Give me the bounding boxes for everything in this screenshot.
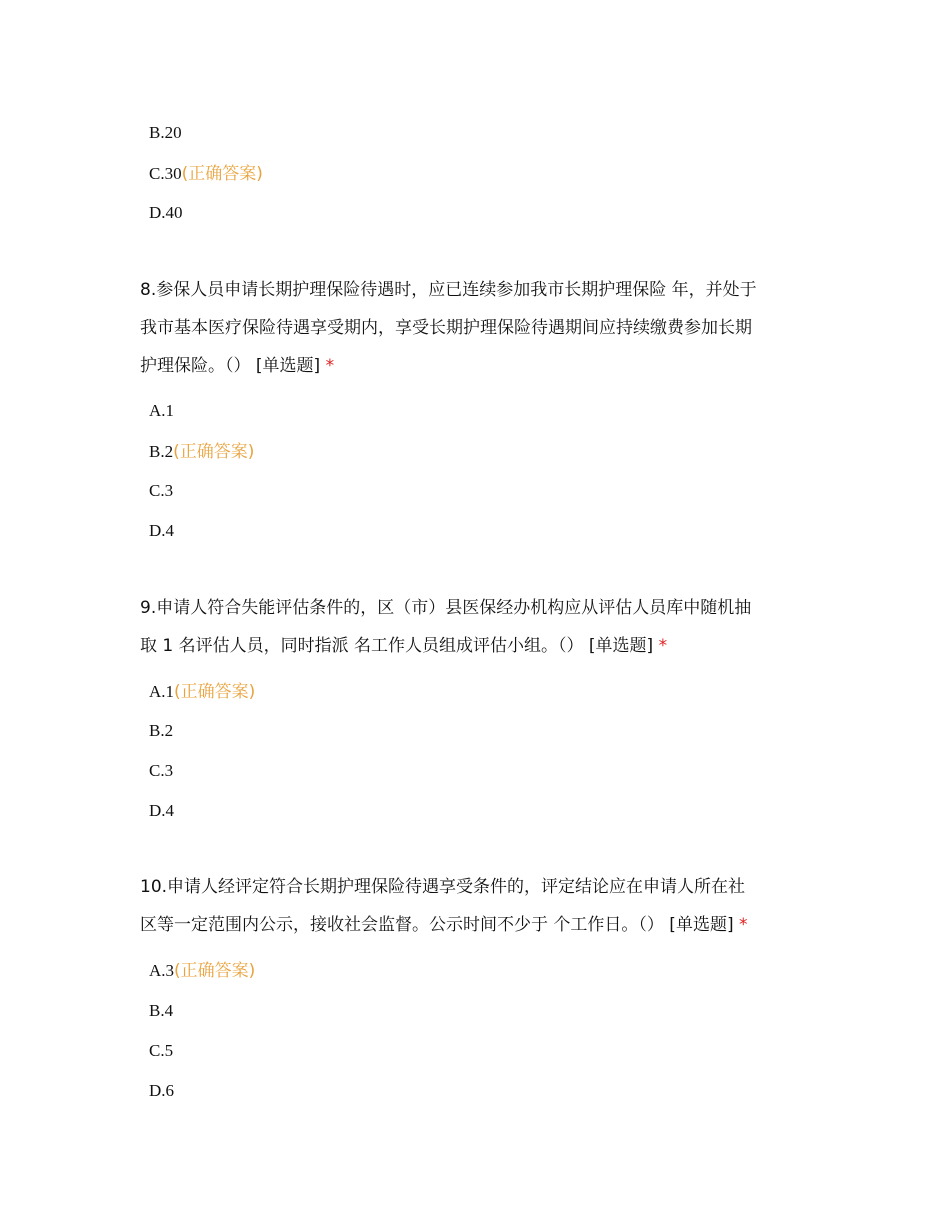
option-label: D.4 (149, 801, 175, 820)
q7-option-b (149, 123, 182, 143)
q10-option-d (149, 1081, 174, 1101)
correct-answer-marker: (正确答案) (181, 164, 263, 184)
question-text-line: 我市基本医疗保险待遇享受期内，享受长期护理保险待遇期间应持续缴费参加长期 (140, 318, 752, 338)
option-label: D.4 (149, 521, 175, 540)
question-9 (140, 589, 820, 665)
q8-option-c (149, 481, 173, 501)
option-label: C.5 (149, 1041, 174, 1060)
question-text-line (140, 627, 820, 665)
q8-option-b (149, 442, 254, 462)
q7-option-d (149, 203, 183, 223)
q10-option-b (149, 1001, 173, 1021)
question-text-line: 10.申请人经评定符合长期护理保险待遇享受条件的，评定结论应在申请人所在社 (140, 877, 746, 897)
option-label: A.3 (149, 961, 175, 980)
required-asterisk: * (738, 915, 748, 935)
option-label: C.3 (149, 761, 174, 780)
question-8 (140, 271, 820, 385)
q8-option-a (149, 401, 174, 421)
q10-option-c (149, 1041, 173, 1061)
option-label: B.4 (149, 1001, 174, 1020)
required-asterisk: * (658, 636, 668, 656)
q10-option-a (149, 961, 255, 981)
question-text-line: 9.申请人符合失能评估条件的，区（市）县医保经办机构应从评估人员库中随机抽 (140, 598, 752, 618)
correct-answer-marker: (正确答案) (174, 682, 256, 702)
option-label: B.2 (149, 442, 174, 461)
q9-option-b (149, 721, 173, 741)
correct-answer-marker: (正确答案) (173, 442, 255, 462)
question-text-line (140, 906, 820, 944)
question-text-tail: 区等一定范围内公示，接收社会监督。公示时间不少于 个工作日。（） [单选题] (140, 915, 739, 935)
correct-answer-marker: (正确答案) (174, 961, 256, 981)
option-label: D.40 (149, 203, 183, 222)
question-10 (140, 868, 820, 944)
question-text-tail: 护理保险。（） [单选题] (140, 356, 326, 376)
q9-option-c (149, 761, 173, 781)
option-label: C.30 (149, 164, 182, 183)
q9-option-d (149, 801, 174, 821)
q8-option-d (149, 521, 174, 541)
option-label: A.1 (149, 682, 175, 701)
required-asterisk: * (325, 356, 335, 376)
q9-option-a (149, 682, 255, 702)
option-label: B.2 (149, 721, 174, 740)
question-text-line (140, 347, 820, 385)
option-label: B.20 (149, 123, 182, 142)
question-text-line: 8.参保人员申请长期护理保险待遇时，应已连续参加我市长期护理保险 年，并处于 (140, 280, 757, 300)
question-text-tail: 取 1 名评估人员，同时指派 名工作人员组成评估小组。（） [单选题] (140, 636, 659, 656)
option-label: A.1 (149, 401, 175, 420)
option-label: D.6 (149, 1081, 175, 1100)
q7-option-c (149, 164, 263, 184)
option-label: C.3 (149, 481, 174, 500)
